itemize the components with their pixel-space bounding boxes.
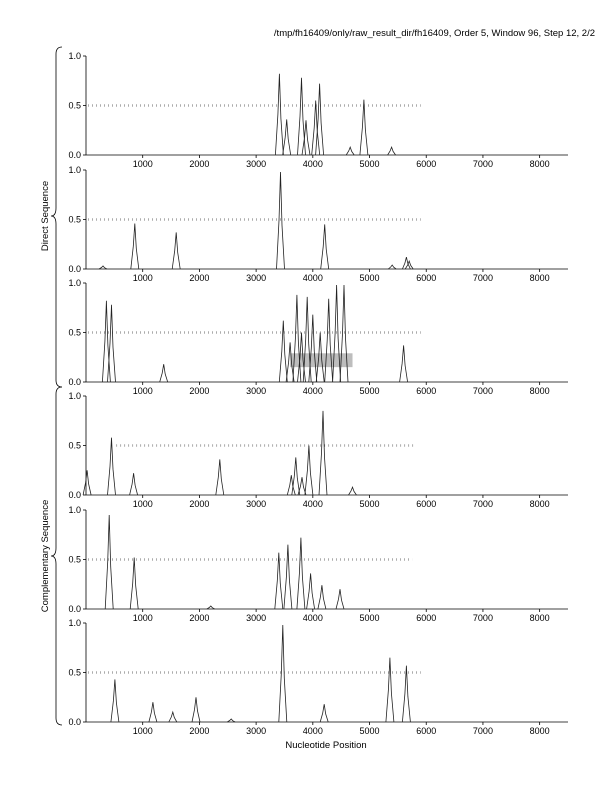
x-tick-label: 2000 [189,613,210,623]
panel-3 [68,278,568,396]
y-tick-label: 0.5 [68,327,81,338]
peak-mark [275,553,283,609]
peak-mark [216,459,224,495]
x-tick-label: 2000 [189,499,210,509]
peak-mark [83,470,91,495]
peak-mark [279,321,287,382]
peak-mark [99,266,107,269]
complementary-group-brace [51,387,62,725]
x-tick-label: 3000 [246,499,267,509]
x-tick-label: 2000 [189,273,210,283]
peak-mark [149,702,157,722]
peak-mark [172,232,180,269]
y-tick-label: 0.0 [68,264,81,274]
x-tick-label: 4000 [302,273,323,283]
peak-mark [169,712,177,722]
peak-mark [227,719,235,722]
y-tick-label: 1.0 [68,618,81,628]
y-tick-label: 0.0 [68,604,81,614]
peak-mark [207,606,215,609]
x-tick-label: 7000 [472,273,493,283]
y-tick-label: 1.0 [68,165,81,175]
y-tick-label: 0.0 [68,150,81,160]
peak-mark [325,299,333,382]
direct-group-label: Direct Sequence [40,180,51,252]
x-tick-label: 4000 [302,499,323,509]
x-tick-label: 7000 [472,613,493,623]
x-tick-label: 6000 [416,159,437,169]
y-tick-label: 0.5 [68,440,81,451]
peak-mark [293,295,301,382]
peak-mark [131,224,139,270]
peak-mark [386,658,394,722]
x-tick-label: 1000 [132,499,153,509]
peak-mark [111,679,119,722]
peak-mark [320,704,328,722]
peak-mark [318,585,326,609]
x-tick-label: 8000 [529,159,550,169]
x-tick-label: 6000 [416,499,437,509]
peak-mark [360,100,368,155]
x-tick-label: 4000 [302,159,323,169]
x-tick-label: 1000 [132,613,153,623]
y-tick-label: 0.0 [68,490,81,500]
peak-mark [307,573,315,609]
panel-5 [68,505,568,623]
peak-mark [321,224,329,269]
peak-mark [160,364,168,382]
x-tick-label: 1000 [132,273,153,283]
x-tick-label: 3000 [246,726,267,736]
x-tick-label: 3000 [246,613,267,623]
complementary-group-label: Complementary Sequence [40,499,51,613]
panel-1 [68,51,568,169]
x-tick-label: 5000 [359,613,380,623]
x-tick-label: 7000 [472,726,493,736]
peak-mark [309,315,317,382]
header-title: /tmp/fh16409/only/raw_result_dir/fh16409, Order 5, Window 96, Step 12, 2/2 [273,28,595,39]
peak-mark [102,301,110,382]
panels [68,51,568,736]
panel-4 [68,391,568,509]
x-tick-label: 3000 [246,159,267,169]
x-tick-label: 2000 [189,386,210,396]
x-tick-label: 5000 [359,499,380,509]
peak-mark [297,538,305,609]
x-tick-label: 8000 [529,273,550,283]
peak-mark [108,438,116,495]
x-tick-label: 4000 [302,613,323,623]
x-tick-label: 3000 [246,273,267,283]
peak-mark [349,487,357,495]
peak-mark [400,345,408,382]
peak-mark [192,697,200,722]
peak-mark [283,119,291,155]
x-tick-label: 6000 [416,726,437,736]
x-tick-label: 8000 [529,386,550,396]
x-tick-label: 7000 [472,499,493,509]
y-tick-label: 0.5 [68,100,81,111]
y-tick-label: 0.0 [68,377,81,387]
x-tick-label: 7000 [472,159,493,169]
y-tick-label: 0.0 [68,717,81,727]
x-tick-label: 6000 [416,386,437,396]
x-tick-label: 2000 [189,159,210,169]
y-tick-label: 0.5 [68,214,81,225]
peak-mark [298,78,306,155]
peak-mark [292,457,300,495]
x-axis-label: Nucleotide Position [285,740,367,751]
peak-mark [319,411,327,495]
peak-mark [336,589,344,609]
x-tick-label: 4000 [302,726,323,736]
x-tick-label: 8000 [529,499,550,509]
x-tick-label: 3000 [246,386,267,396]
x-tick-label: 1000 [132,386,153,396]
peak-mark [388,147,396,155]
peak-mark [105,515,113,609]
x-tick-label: 8000 [529,613,550,623]
peak-mark [130,473,138,495]
x-tick-label: 1000 [132,726,153,736]
peak-mark [405,261,413,269]
peak-mark [305,446,313,496]
x-tick-label: 1000 [132,159,153,169]
direct-group-brace [51,47,62,387]
y-tick-label: 0.5 [68,554,81,565]
peak-mark [388,265,396,269]
x-tick-label: 2000 [189,726,210,736]
x-tick-label: 4000 [302,386,323,396]
y-tick-label: 1.0 [68,278,81,288]
peak-mark [346,147,354,155]
y-tick-label: 1.0 [68,505,81,515]
peak-mark [275,74,283,155]
x-tick-label: 5000 [359,386,380,396]
x-tick-label: 5000 [359,726,380,736]
x-tick-label: 8000 [529,726,550,736]
peak-mark [130,558,138,610]
peak-mark [402,666,410,722]
y-tick-label: 0.5 [68,667,81,678]
y-tick-label: 1.0 [68,51,81,61]
y-tick-label: 1.0 [68,391,81,401]
panel-2 [68,165,568,283]
peak-mark [108,305,116,382]
x-tick-label: 7000 [472,386,493,396]
x-tick-label: 6000 [416,273,437,283]
x-tick-label: 6000 [416,613,437,623]
x-tick-label: 5000 [359,159,380,169]
peak-mark [284,545,292,609]
x-tick-label: 5000 [359,273,380,283]
panel-6 [68,618,568,736]
